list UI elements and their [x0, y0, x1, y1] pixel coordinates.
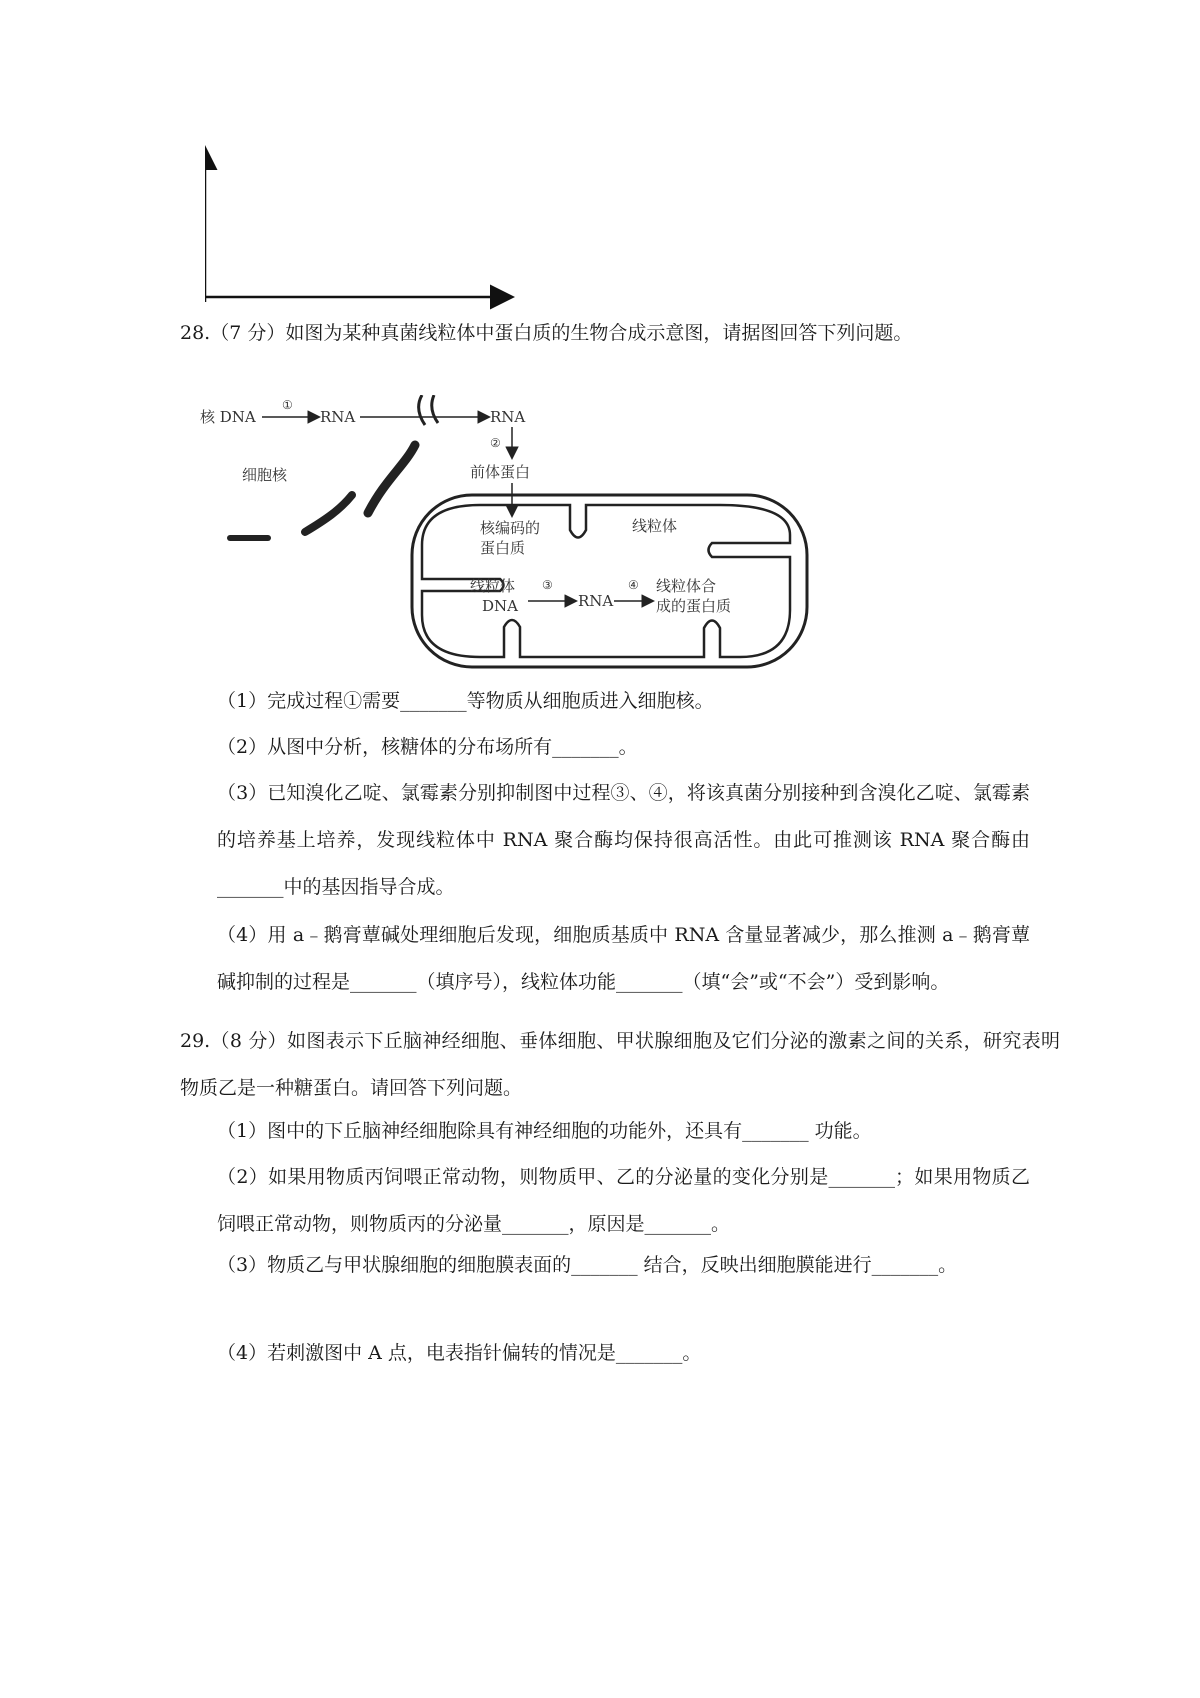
blank-axes-graph [205, 145, 525, 310]
rna-cytoplasm-label: RNA [490, 408, 526, 426]
nuclear-envelope-segment [305, 495, 352, 532]
precursor-protein-label: 前体蛋白 [470, 463, 531, 481]
rna-mito-label: RNA [578, 592, 614, 610]
question-29-header: 29.（8 分）如图表示下丘脑神经细胞、垂体细胞、甲状腺细胞及它们分泌的激素之间的关系，研究表明物质乙是一种糖蛋白。请回答下列问题。 [180, 1030, 1060, 1099]
nuclear-envelope-segment [368, 445, 415, 513]
mito-protein-label-1: 线粒体合 [656, 577, 717, 595]
question-29-part-4: （4）若刺激图中 A 点，电表指针偏转的情况是_______。 [217, 1342, 702, 1364]
step-2-label: ② [490, 436, 501, 450]
question-28-part-2: （2）从图中分析，核糖体的分布场所有_______。 [217, 736, 638, 758]
question-28-part-3: （3）已知溴化乙啶、氯霉素分别抑制图中过程③、④，将该真菌分别接种到含溴化乙啶、氯霉素的培养基上培养，发现线粒体中 RNA 聚合酶均保持很高活性。由此可推测该 RNA 聚合酶由_______中的基因指导合成。 [217, 782, 1030, 898]
step-3-label: ③ [542, 578, 553, 592]
nuclear-dna-label: 核 DNA [200, 408, 256, 426]
mito-dna-label-2: DNA [482, 597, 518, 615]
step-1-label: ① [282, 398, 293, 412]
mito-dna-label-1: 线粒体 [470, 577, 516, 595]
question-28-part-4: （4）用 a﹣鹅膏蕈碱处理细胞后发现，细胞质基质中 RNA 含量显著减少，那么推测 a﹣鹅膏蕈碱抑制的过程是_______（填序号），线粒体功能_______（填“会”或“不会”）受到影响。 [217, 924, 1030, 993]
nuclear-encoded-protein-label-2: 蛋白质 [480, 539, 526, 557]
question-29-part-3: （3）物质乙与甲状腺细胞的细胞膜表面的_______ 结合，反映出细胞膜能进行_______。 [217, 1254, 958, 1276]
question-28-part-1: （1）完成过程①需要_______等物质从细胞质进入细胞核。 [217, 690, 714, 712]
question-28-header: 28.（7 分）如图为某种真菌线粒体中蛋白质的生物合成示意图，请据图回答下列问题。 [180, 322, 913, 344]
nucleus-label: 细胞核 [242, 466, 288, 484]
mitochondrion-label: 线粒体 [632, 517, 678, 535]
mito-protein-label-2: 成的蛋白质 [656, 597, 732, 615]
question-29-part-1: （1）图中的下丘脑神经细胞除具有神经细胞的功能外，还具有_______ 功能。 [217, 1120, 872, 1142]
step-4-label: ④ [628, 578, 639, 592]
nuclear-encoded-protein-label-1: 核编码的 [480, 519, 541, 537]
rna-nucleus-label: RNA [320, 408, 356, 426]
question-29-part-2: （2）如果用物质丙饲喂正常动物，则物质甲、乙的分泌量的变化分别是_______；如果用物质乙饲喂正常动物，则物质丙的分泌量_______，原因是_______。 [217, 1166, 1030, 1235]
nuclear-envelope-top [419, 395, 438, 425]
mitochondria-protein-synthesis-diagram [200, 395, 820, 670]
